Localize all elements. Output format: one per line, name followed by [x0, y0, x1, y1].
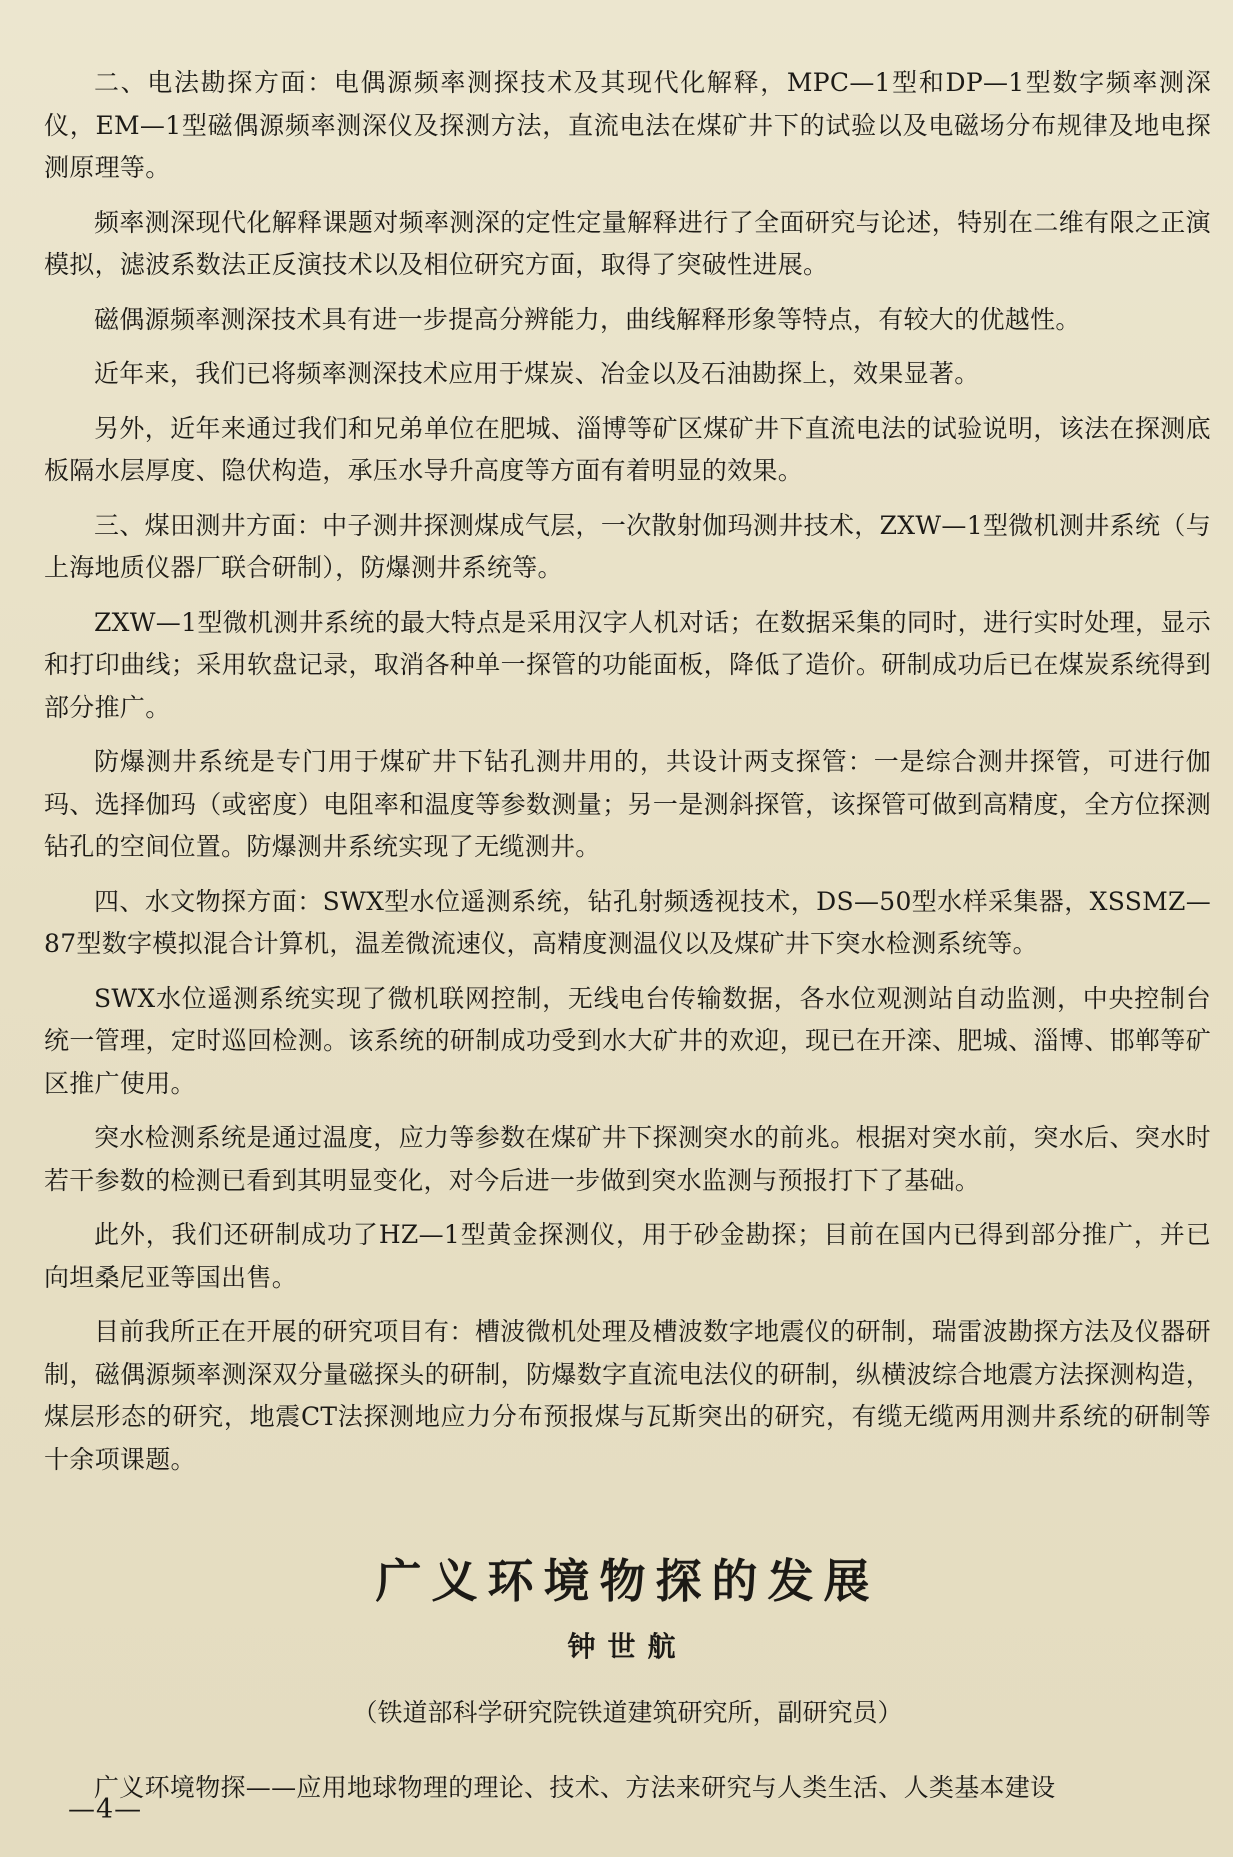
paragraph-water-inrush-detection: 突水检测系统是通过温度，应力等参数在煤矿井下探测突水的前兆。根据对突水前，突水后、突水时若干参数的检测已看到其明显变化，对今后进一步做到突水监测与预报打下了基础。 [44, 1123, 1211, 1195]
paragraph-gold-detector: 此外，我们还研制成功了HZ—1型黄金探测仪，用于砂金勘探；目前在国内已得到部分推广，并已向坦桑尼亚等国出售。 [44, 1220, 1211, 1292]
body-text [44, 62, 1211, 1481]
paragraph-dc-method: 另外，近年来通过我们和兄弟单位在肥城、淄博等矿区煤矿井下直流电法的试验说明，该法在探测底板隔水层厚度、隐伏构造，承压水导升高度等方面有着明显的效果。 [44, 413, 1211, 485]
page-number: —4— [68, 1794, 143, 1825]
paragraph-magnetic-dipole: 磁偶源频率测深技术具有进一步提高分辨能力，曲线解释形象等特点，有较大的优越性。 [94, 304, 1081, 334]
paragraph-well-logging: 三、煤田测井方面：中子测井探测煤成气层，一次散射伽玛测井技术，ZXW—1型微机测井系统（与上海地质仪器厂联合研制），防爆测井系统等。 [44, 510, 1211, 582]
paragraph-current-projects: 目前我所正在开展的研究项目有：槽波微机处理及槽波数字地震仪的研制，瑞雷波勘探方法及仪器研制，磁偶源频率测深双分量磁探头的研制，防爆数字直流电法仪的研制，纵横波综合地震方法探测构造，煤层形态的研究，地震CT法探测地应力分布预报煤与瓦斯突出的研究，有缆无缆两用测井系统的研制等十余项课题。 [44, 1317, 1211, 1474]
article-intro-paragraph: 广义环境物探——应用地球物理的理论、技术、方法来研究与人类生活、人类基本建设 [94, 1773, 1056, 1802]
paragraph-swx-telemetry: SWX水位遥测系统实现了微机联网控制，无线电台传输数据，各水位观测站自动监测，中央控制台统一管理，定时巡回检测。该系统的研制成功受到水大矿井的欢迎，现已在开滦、肥城、淄博、邯郸等矿区推广使用。 [44, 983, 1211, 1098]
article-author: 钟世航 [567, 1630, 688, 1663]
article-affiliation: （铁道部科学研究院铁道建筑研究所，副研究员） [352, 1698, 903, 1727]
paragraph-applications: 近年来，我们已将频率测深技术应用于煤炭、冶金以及石油勘探上，效果显著。 [94, 359, 980, 388]
paragraph-explosion-proof-logging: 防爆测井系统是专门用于煤矿井下钻孔测井用的，共设计两支探管：一是综合测井探管，可进行伽玛、选择伽玛（或密度）电阻率和温度等参数测量；另一是测斜探管，该探管可做到高精度，全方位探测钻孔的空间位置。防爆测井系统实现了无缆测井。 [44, 747, 1211, 861]
article-title: 广义环境物探的发展 [375, 1554, 880, 1608]
paragraph-frequency-sounding-interpretation: 频率测深现代化解释课题对频率测深的定性定量解释进行了全面研究与论述，特别在二维有限之正演模拟，滤波系数法正反演技术以及相位研究方面，取得了突破性进展。 [44, 207, 1211, 279]
paragraph-hydrological-prospecting: 四、水文物探方面：SWX型水位遥测系统，钻孔射频透视技术，DS—50型水样采集器，XSSMZ—87型数字模拟混合计算机，温差微流速仪，高精度测温仪以及煤矿井下突水检测系统等。 [44, 886, 1211, 958]
paragraph-zxw-system: ZXW—1型微机测井系统的最大特点是采用汉字人机对话；在数据采集的同时，进行实时处理，显示和打印曲线；采用软盘记录，取消各种单一探管的功能面板，降低了造价。研制成功后已在煤炭系统得到部分推广。 [44, 607, 1211, 722]
paragraph-electrical-prospecting: 二、电法勘探方面：电偶源频率测探技术及其现代化解释，MPC—1型和DP—1型数字频率测深仪，EM—1型磁偶源频率测深仪及探测方法，直流电法在煤矿井下的试验以及电磁场分布规律及地电探测原理等。 [44, 68, 1211, 182]
